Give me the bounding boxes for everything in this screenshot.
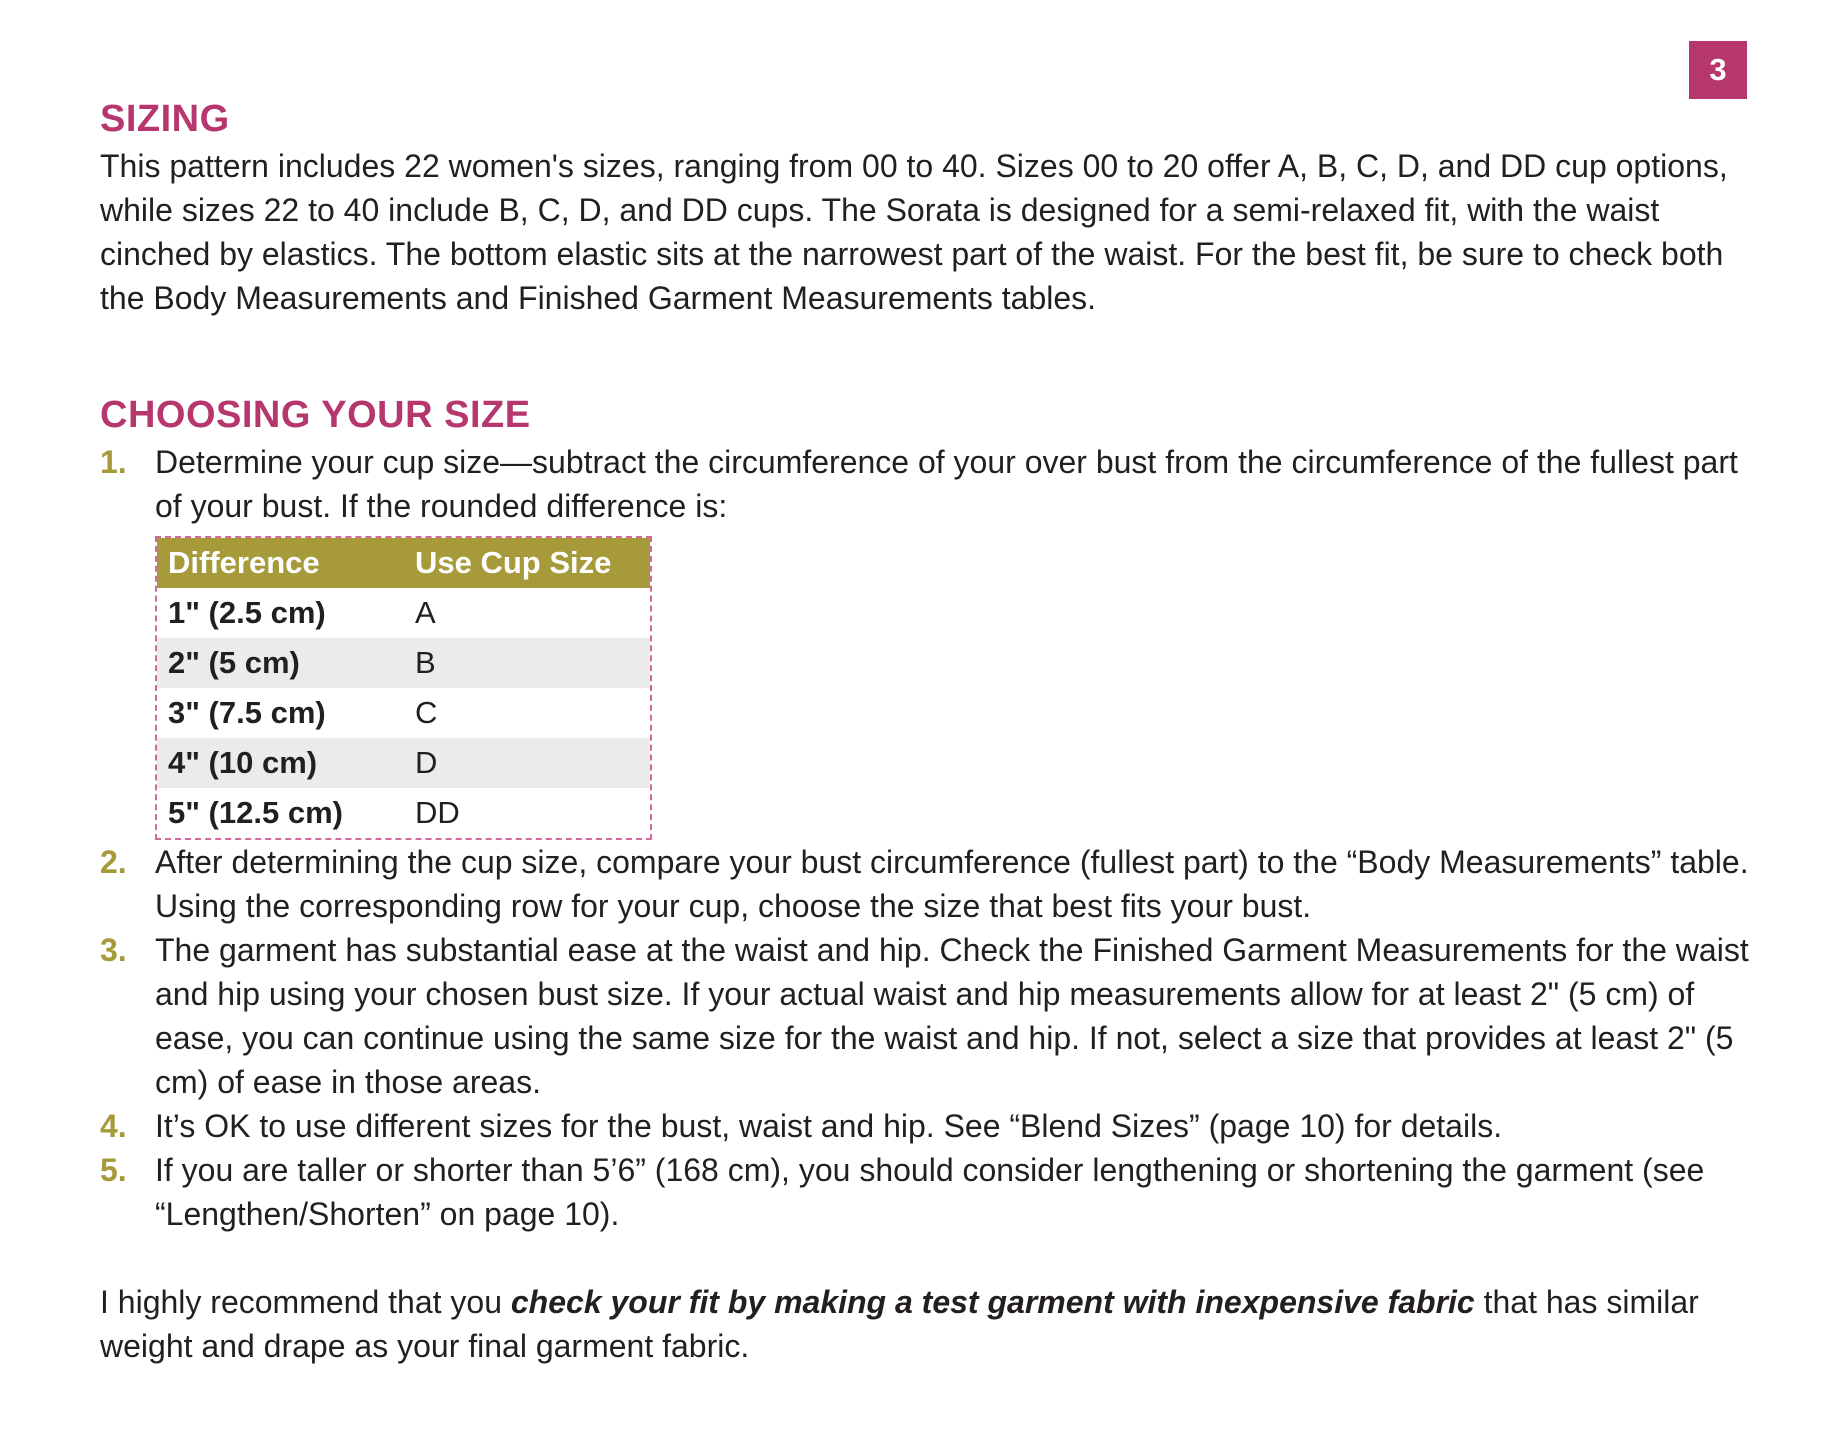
table-row — [157, 588, 650, 638]
list-item — [100, 440, 1750, 840]
list-item — [100, 1148, 1750, 1236]
cup-cell: D — [404, 738, 650, 788]
table-header: Difference — [157, 538, 404, 588]
closing-after: that has similar weight and drape as your final garment fabric. — [100, 1284, 1699, 1364]
step-number: 3. — [100, 932, 127, 968]
cup-cell: DD — [415, 795, 460, 830]
table-header: Use Cup Size — [404, 538, 650, 588]
list-item — [100, 1104, 1750, 1148]
table-row — [157, 688, 650, 738]
page-number: 3 — [1689, 41, 1747, 99]
step-number: 5. — [100, 1152, 127, 1188]
sizing-body: This pattern includes 22 women's sizes, ranging from 00 to 40. Sizes 00 to 20 offer A, B, C, D, and DD cup options, while sizes 22 to 40 include B, C, D, and DD cups. The Sorata is designed for a semi-relaxed fit, with the waist cinched by elastics. The bottom elastic sits at the narrowest part of the waist. For the best fit, be sure to check both the Body Measurements and Finished Garment Measurements tables. — [100, 148, 1728, 316]
cup-cell: B — [404, 638, 650, 688]
step-number: 1. — [100, 444, 127, 480]
difference-cell: 1" (2.5 cm) — [168, 595, 326, 630]
difference-cell: 5" (12.5 cm) — [168, 795, 343, 830]
steps-list — [100, 440, 1750, 1236]
step-text: The garment has substantial ease at the waist and hip. Check the Finished Garment Measurements for the waist and hip using your chosen bust size. If your actual waist and hip measurements allow for at least 2" (5 cm) of ease, you can continue using the same size for the waist and hip. If not, select a size that provides at least 2" (5 cm) of ease in those areas. — [155, 932, 1749, 1100]
cup-cell: A — [415, 595, 436, 630]
table-row — [157, 788, 650, 838]
difference-cell: 2" (5 cm) — [157, 638, 404, 688]
cup-size-table — [155, 536, 652, 840]
difference-cell: 3" (7.5 cm) — [168, 695, 326, 730]
closing-before: I highly recommend that you — [100, 1284, 511, 1320]
step-number: 4. — [100, 1108, 127, 1144]
closing-paragraph — [100, 1280, 1750, 1368]
page-content — [100, 94, 1750, 1368]
table-row — [157, 738, 650, 788]
list-item — [100, 928, 1750, 1104]
step-text: After determining the cup size, compare your bust circumference (fullest part) to the “Body Measurements” table. Using the corresponding row for your cup, choose the size that best fits your bust. — [155, 844, 1749, 924]
choosing-heading: CHOOSING YOUR SIZE — [100, 394, 531, 436]
cup-cell: C — [415, 695, 438, 730]
difference-cell: 4" (10 cm) — [157, 738, 404, 788]
sizing-heading: SIZING — [100, 98, 230, 140]
closing-emphasis: check your fit by making a test garment with inexpensive fabric — [510, 1284, 1475, 1320]
step-text: It’s OK to use different sizes for the bust, waist and hip. See “Blend Sizes” (page 10) for details. — [155, 1108, 1503, 1144]
step-number: 2. — [100, 844, 127, 880]
step-text: Determine your cup size—subtract the circumference of your over bust from the circumference of the fullest part of your bust. If the rounded difference is: — [155, 444, 1738, 524]
table-row — [157, 638, 650, 688]
list-item — [100, 840, 1750, 928]
step-text: If you are taller or shorter than 5’6” (168 cm), you should consider lengthening or shortening the garment (see “Lengthen/Shorten” on page 10). — [155, 1152, 1705, 1232]
